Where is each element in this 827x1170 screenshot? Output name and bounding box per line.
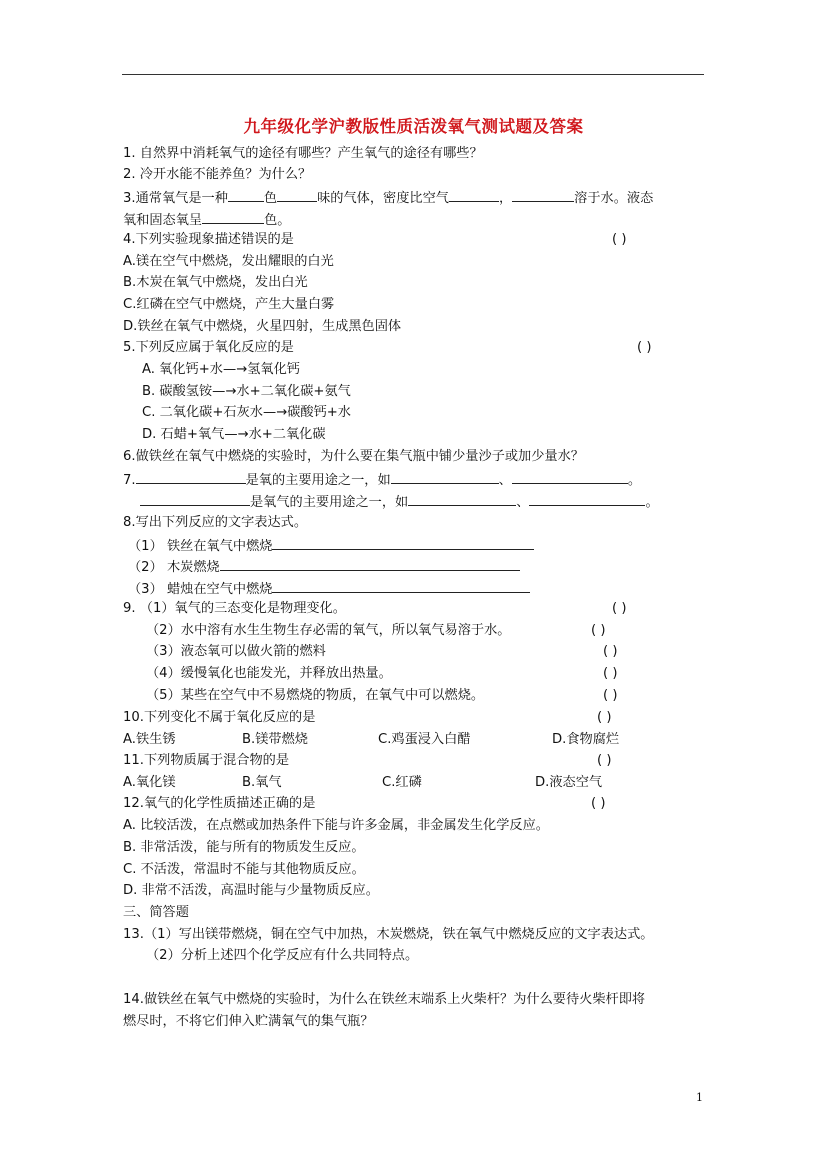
question-3-line-2: 氧和固态氧呈 色。 xyxy=(123,210,291,230)
question-9-item-4: （4）缓慢氧化也能发光，并释放出热量。 xyxy=(146,666,392,681)
question-3-line-1: 3.通常氧气是一种 色 味的气体，密度比空气 ， 溶于水。液态 xyxy=(123,188,653,208)
question-9-item-1: 9. （1）氧气的三态变化是物理变化。 xyxy=(123,601,346,616)
question-1: 1. 自然界中消耗氧气的途径有哪些？产生氧气的途径有哪些？ xyxy=(123,146,483,161)
option-b: B. 碳酸氢铵—→水+二氧化碳+氨气 xyxy=(142,384,351,399)
option-c: C. 不活泼，常温时不能与其他物质反应。 xyxy=(123,862,365,877)
question-14-line-2: 燃尽时，不将它们伸入贮满氧气的集气瓶？ xyxy=(123,1014,374,1029)
option-b: B.镁带燃烧 xyxy=(242,732,308,747)
option-a: A.氧化镁 xyxy=(123,775,176,790)
question-11-stem: 11.下列物质属于混合物的是 xyxy=(123,753,290,768)
answer-bracket: ( ) xyxy=(591,796,606,811)
question-7-line-1: 7. 是氧的主要用途之一，如 、 。 xyxy=(123,470,641,490)
question-9-item-3: （3）液态氧可以做火箭的燃料 xyxy=(146,644,326,659)
question-13-part-2: （2）分析上述四个化学反应有什么共同特点。 xyxy=(146,948,419,963)
question-5-stem: 5.下列反应属于氧化反应的是 xyxy=(123,340,294,355)
answer-bracket: ( ) xyxy=(597,753,612,768)
question-14-line-1: 14.做铁丝在氧气中燃烧的实验时，为什么在铁丝末端系上火柴杆？为什么要待火柴杆即将 xyxy=(123,992,646,1007)
option-c: C. 二氧化碳+石灰水—→碳酸钙+水 xyxy=(142,405,351,420)
answer-bracket: ( ) xyxy=(637,340,652,355)
question-9-item-2: （2）水中溶有水生生物生存必需的氧气，所以氧气易溶于水。 xyxy=(146,623,511,638)
option-b: B.木炭在氧气中燃烧，发出白光 xyxy=(123,275,308,290)
option-b: B. 非常活泼，能与所有的物质发生反应。 xyxy=(123,840,365,855)
answer-bracket: ( ) xyxy=(591,623,606,638)
option-d: D.铁丝在氧气中燃烧，火星四射，生成黑色固体 xyxy=(123,319,402,334)
option-c: C.红磷 xyxy=(382,775,422,790)
question-9-item-5: （5）某些在空气中不易燃烧的物质，在氧气中可以燃烧。 xyxy=(146,688,485,703)
question-8-item-1: （1） 铁丝在氧气中燃烧 xyxy=(128,536,534,556)
question-4-stem: 4.下列实验现象描述错误的是 xyxy=(123,232,294,247)
question-7-line-2: 是氧气的主要用途之一，如 、 。 xyxy=(140,492,659,512)
answer-bracket: ( ) xyxy=(612,601,627,616)
option-a: A.铁生锈 xyxy=(123,732,176,747)
option-a: A.镁在空气中燃烧，发出耀眼的白光 xyxy=(123,254,334,269)
option-a: A. 比较活泼，在点燃或加热条件下能与许多金属，非金属发生化学反应。 xyxy=(123,818,549,833)
page-title: 九年级化学沪教版性质活泼氧气测试题及答案 xyxy=(243,117,584,136)
answer-bracket: ( ) xyxy=(603,688,618,703)
question-8-item-3: （3） 蜡烛在空气中燃烧 xyxy=(128,579,530,599)
option-d: D. 非常不活泼，高温时能与少量物质反应。 xyxy=(123,883,379,898)
answer-bracket: ( ) xyxy=(612,232,627,247)
question-2: 2. 冷开水能不能养鱼？为什么？ xyxy=(123,167,312,182)
answer-bracket: ( ) xyxy=(603,666,618,681)
question-13-part-1: 13.（1）写出镁带燃烧，铜在空气中加热，木炭燃烧，铁在氧气中燃烧反应的文字表达式。 xyxy=(123,927,654,942)
option-d: D.液态空气 xyxy=(535,775,603,790)
answer-bracket: ( ) xyxy=(597,710,612,725)
answer-bracket: ( ) xyxy=(603,644,618,659)
option-a: A. 氧化钙+水—→氢氧化钙 xyxy=(142,362,300,377)
option-c: C.鸡蛋浸入白醋 xyxy=(378,732,471,747)
option-d: D.食物腐烂 xyxy=(552,732,620,747)
option-b: B.氧气 xyxy=(242,775,282,790)
option-d: D. 石蜡+氧气—→水+二氧化碳 xyxy=(142,427,326,442)
section-heading: 三、简答题 xyxy=(123,905,189,920)
question-12-stem: 12.氧气的化学性质描述正确的是 xyxy=(123,796,316,811)
question-8-item-2: （2） 木炭燃烧 xyxy=(128,557,520,577)
page-number: 1 xyxy=(696,1091,703,1104)
question-8-stem: 8.写出下列反应的文字表达式。 xyxy=(123,515,308,530)
question-6: 6.做铁丝在氧气中燃烧的实验时，为什么要在集气瓶中铺少量沙子或加少量水？ xyxy=(123,449,584,464)
option-c: C.红磷在空气中燃烧，产生大量白雾 xyxy=(123,297,335,312)
header-rule xyxy=(122,74,704,75)
question-10-stem: 10.下列变化不属于氧化反应的是 xyxy=(123,710,316,725)
